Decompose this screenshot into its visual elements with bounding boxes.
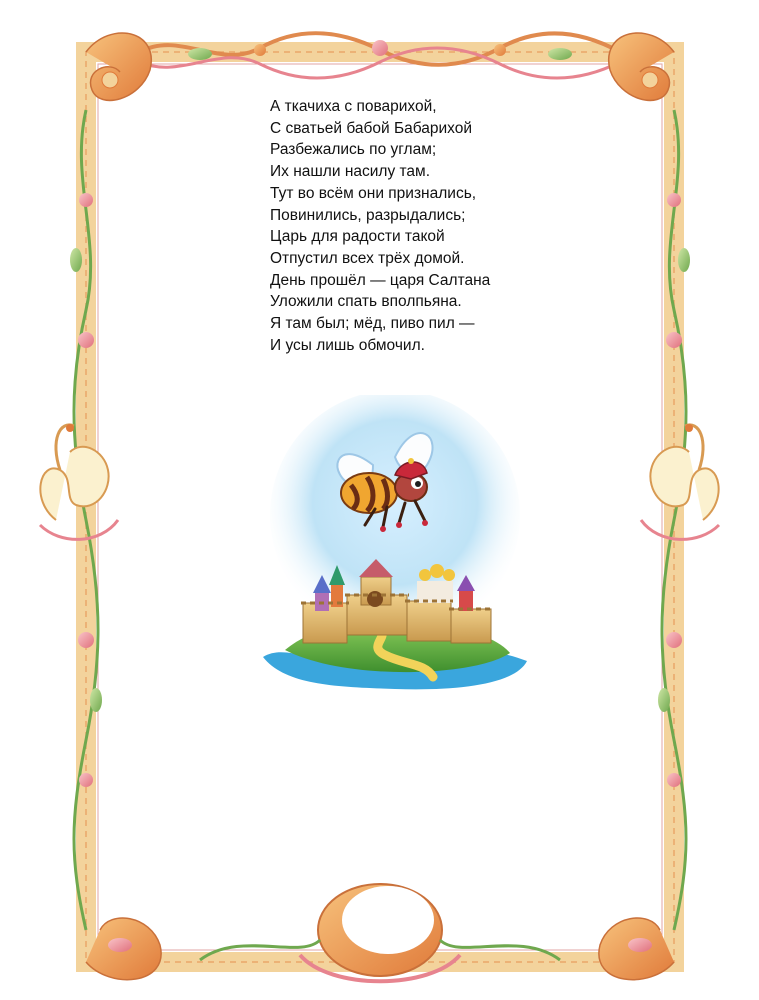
poem-line: День прошёл — царя Салтана [270, 271, 491, 289]
poem-line: Тут во всём они признались, [270, 184, 477, 202]
bottom-right-corner-ornament [599, 918, 674, 980]
poem-line: С сватьей бабой Бабарихой [270, 119, 473, 137]
bottom-left-corner-ornament [86, 918, 161, 980]
poem-line: И усы лишь обмочил. [270, 336, 425, 354]
poem-line: Я там был; мёд, пиво пил — [270, 315, 475, 333]
poem-line: Царь для радости такой [270, 228, 445, 246]
poem-line: Повинились, разрыдались; [270, 206, 466, 224]
poem-line: Их нашли насилу там. [270, 163, 431, 181]
poem-line: Отпустил всех трёх домой. [270, 249, 465, 267]
bumblebee-castle-illustration [255, 395, 535, 695]
poem-text [270, 96, 590, 356]
poem-line: А ткачиха с поварихой, [270, 98, 437, 115]
poem-line: Уложили спать вполпьяна. [270, 293, 462, 311]
poem-line: Разбежались по углам; [270, 141, 437, 159]
